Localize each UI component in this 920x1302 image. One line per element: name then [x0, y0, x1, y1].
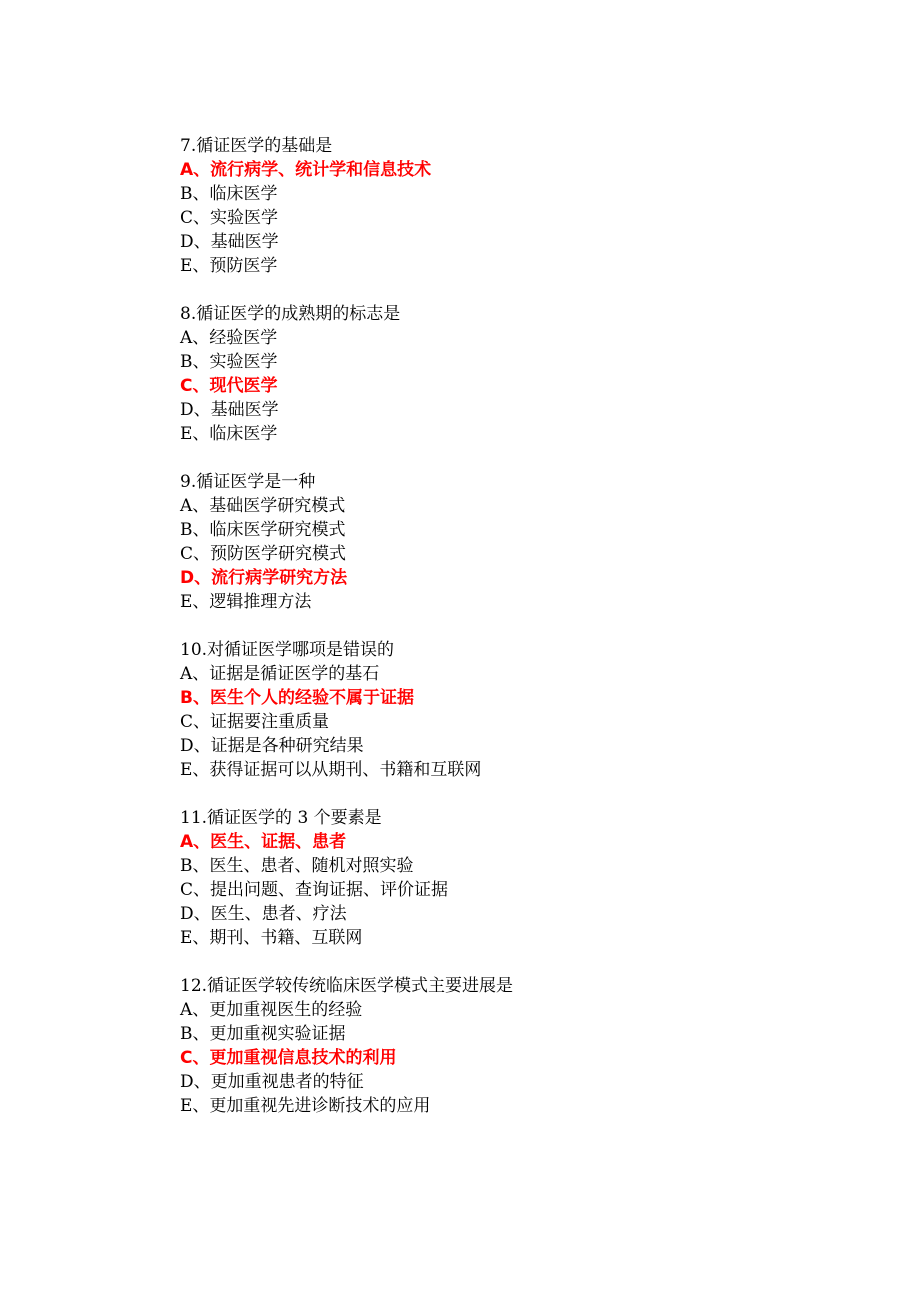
option-e: E、更加重视先进诊断技术的应用: [180, 1096, 431, 1116]
option-c-correct: C、更加重视信息技术的利用: [180, 1048, 397, 1068]
option-e: E、获得证据可以从期刊、书籍和互联网: [180, 760, 482, 780]
option-a: A、基础医学研究模式: [180, 496, 346, 516]
question-stem: 9.循证医学是一种: [180, 472, 316, 492]
question-7: [180, 134, 860, 278]
question-9: [180, 470, 860, 614]
option-e: E、逻辑推理方法: [180, 592, 312, 612]
question-12: [180, 974, 860, 1118]
option-b: B、医生、患者、随机对照实验: [180, 856, 414, 876]
option-c-correct: C、现代医学: [180, 376, 278, 396]
option-c: C、预防医学研究模式: [180, 544, 347, 564]
question-10: [180, 638, 860, 782]
question-stem: 10.对循证医学哪项是错误的: [180, 640, 395, 660]
option-c: C、提出问题、查询证据、评价证据: [180, 880, 449, 900]
option-a: A、更加重视医生的经验: [180, 1000, 363, 1020]
option-b-correct: B、医生个人的经验不属于证据: [180, 688, 414, 708]
question-stem: 7.循证医学的基础是: [180, 136, 333, 156]
question-stem: 12.循证医学较传统临床医学模式主要进展是: [180, 976, 514, 996]
question-stem: 8.循证医学的成熟期的标志是: [180, 304, 401, 324]
question-stem: 11.循证医学的 3 个要素是: [180, 808, 382, 828]
option-e: E、临床医学: [180, 424, 278, 444]
option-d: D、基础医学: [180, 400, 279, 420]
question-11: [180, 806, 860, 950]
option-a: A、证据是循证医学的基石: [180, 664, 380, 684]
option-d-correct: D、流行病学研究方法: [180, 568, 348, 588]
option-d: D、更加重视患者的特征: [180, 1072, 364, 1092]
question-8: [180, 302, 860, 446]
option-b: B、实验医学: [180, 352, 278, 372]
option-c: C、实验医学: [180, 208, 279, 228]
option-a: A、经验医学: [180, 328, 278, 348]
option-b: B、更加重视实验证据: [180, 1024, 346, 1044]
option-e: E、期刊、书籍、互联网: [180, 928, 363, 948]
option-d: D、基础医学: [180, 232, 279, 252]
option-b: B、临床医学研究模式: [180, 520, 346, 540]
document-page: [180, 134, 860, 1142]
option-d: D、证据是各种研究结果: [180, 736, 364, 756]
option-a-correct: A、医生、证据、患者: [180, 832, 347, 852]
option-e: E、预防医学: [180, 256, 278, 276]
option-c: C、证据要注重质量: [180, 712, 330, 732]
option-d: D、医生、患者、疗法: [180, 904, 347, 924]
option-a-correct: A、流行病学、统计学和信息技术: [180, 160, 432, 180]
option-b: B、临床医学: [180, 184, 278, 204]
